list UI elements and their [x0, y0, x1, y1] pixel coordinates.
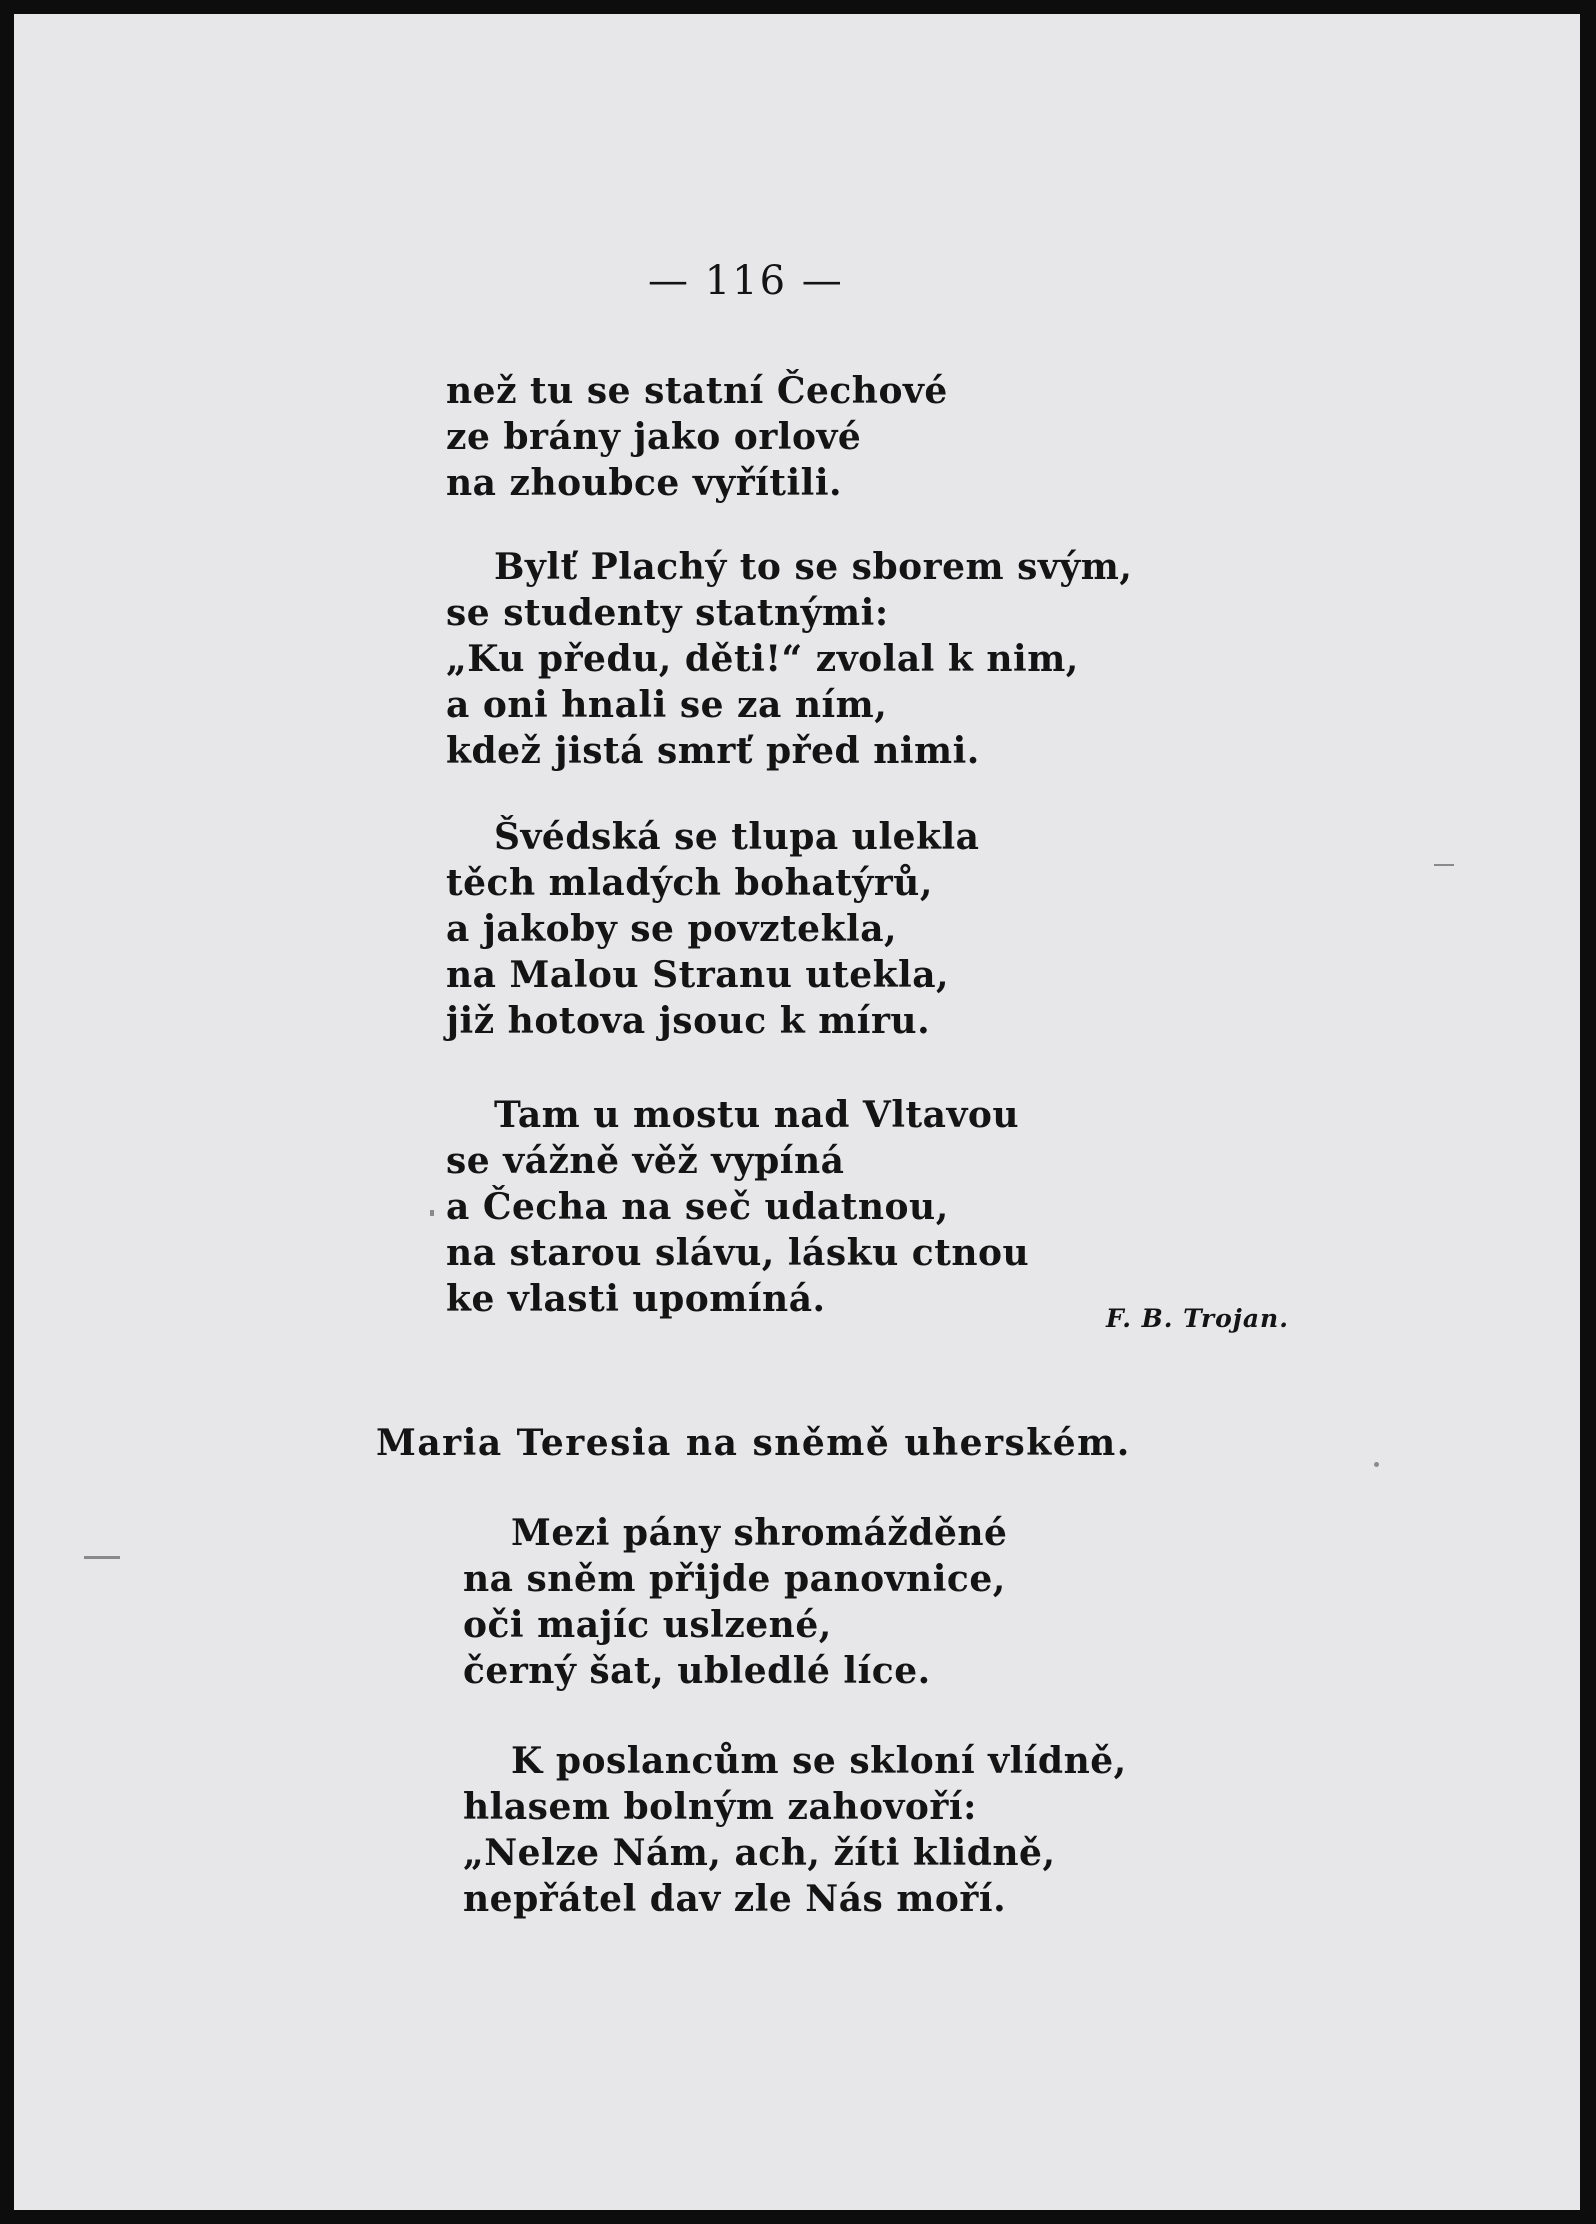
poem-title: Maria Teresia na sněmě uherském. [376, 1422, 1131, 1464]
verse-line: na zhoubce vyřítili. [446, 462, 843, 504]
verse-line: nepřátel dav zle Nás moří. [463, 1878, 1007, 1920]
verse-line: kdež jistá smrť před nimi. [446, 730, 980, 772]
verse-line: „Ku předu, děti!“ zvolal k nim, [446, 638, 1079, 680]
poem1-stanza-2 [446, 544, 1132, 774]
page-number: — 116 — [648, 258, 844, 304]
verse-line: Mezi pány shromážděné [511, 1512, 1008, 1554]
verse-line: se studenty statnými: [446, 592, 889, 634]
verse-line: a Čecha na seč udatnou, [446, 1186, 949, 1228]
scan-speck [430, 1210, 434, 1216]
poem1-stanza-4 [446, 1092, 1029, 1322]
verse-line: „Nelze Nám, ach, žíti klidně, [463, 1832, 1056, 1874]
verse-line: se vážně věž vypíná [446, 1140, 845, 1182]
verse-line: Tam u mostu nad Vltavou [494, 1094, 1020, 1136]
verse-line: a jakoby se povztekla, [446, 908, 898, 950]
poem-author: F. B. Trojan. [1106, 1304, 1289, 1333]
verse-line: ze brány jako orlové [446, 416, 862, 458]
poem1-stanza-3 [446, 814, 979, 1044]
scan-speck [1374, 1462, 1379, 1467]
verse-line: již hotova jsouc k míru. [446, 1000, 931, 1042]
verse-line: na sněm přijde panovnice, [463, 1558, 1006, 1600]
scan-speck [1434, 864, 1454, 866]
verse-line: hlasem bolným zahovoří: [463, 1786, 977, 1828]
verse-line: oči majíc uslzené, [463, 1604, 832, 1646]
book-page [14, 14, 1580, 2210]
verse-line: Bylť Plachý to se sborem svým, [494, 546, 1133, 588]
verse-line: na starou slávu, lásku ctnou [446, 1232, 1030, 1274]
poem2-stanza-2 [463, 1738, 1127, 1922]
verse-line: Švédská se tlupa ulekla [494, 816, 980, 858]
poem2-stanza-1 [463, 1510, 1007, 1694]
scan-speck [84, 1556, 120, 1559]
verse-line: na Malou Stranu utekla, [446, 954, 950, 996]
verse-line: ke vlasti upomíná. [446, 1278, 826, 1320]
verse-line: K poslancům se skloní vlídně, [511, 1740, 1127, 1782]
verse-line: černý šat, ubledlé líce. [463, 1650, 931, 1692]
verse-line: než tu se statní Čechové [446, 370, 948, 412]
poem1-stanza-1 [446, 368, 948, 506]
verse-line: a oni hnali se za ním, [446, 684, 888, 726]
verse-line: těch mladých bohatýrů, [446, 862, 933, 904]
